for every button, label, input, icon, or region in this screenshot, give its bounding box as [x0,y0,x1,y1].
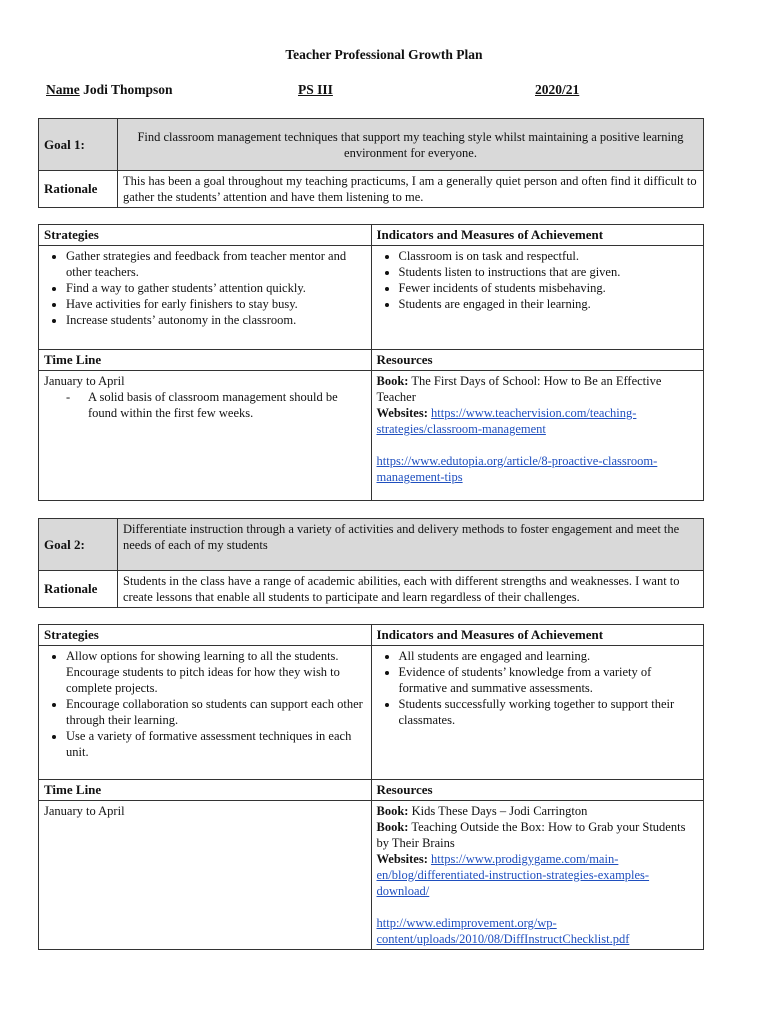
book-label: Book: [376,374,409,388]
goal1-websites [377,405,699,437]
website-link-edutopia[interactable]: https://www.edutopia.org/article/8-proactive-classroom-management-tips [376,454,658,484]
goal1-rationale-label: Rationale [39,171,118,208]
website-link-edimprovement[interactable]: http://www.edimprovement.org/wp-content/uploads/2010/08/DiffInstructChecklist.pdf [376,916,630,946]
list-item: • Use a variety of formative assessment techniques in each unit. [66,728,366,760]
list-item: • Increase students’ autonomy in the classroom. [66,312,366,328]
goal1-website2 [377,453,699,485]
goal1-text: Find classroom management techniques that support my teaching style whilst maintaining a positive learning environment for everyone. [118,119,704,171]
list-item: • Allow options for showing learning to all the students. Encourage students to pitch ideas for how they wish to complete projects. [66,648,366,696]
name-value: Jodi Thompson [83,82,173,97]
goal2-table [38,518,704,608]
list-item: • Students are engaged in their learning. [399,296,699,312]
goal2-websites [377,851,699,899]
websites-label: Websites: [376,852,428,866]
goal1-timeline-header: Time Line [39,350,372,371]
book-title: Kids These Days – Jodi Carrington [411,804,588,818]
goal2-rationale: Students in the class have a range of academic abilities, each with different strengths and weaknesses. I want to create lessons that enable all students to participate and learn regardless of their challenges. [118,571,704,608]
list-item: • Have activities for early finishers to stay busy. [66,296,366,312]
goal1-plan-table [38,224,704,501]
goal2-strategies-header: Strategies [39,625,372,646]
goal2-text: Differentiate instruction through a variety of activities and delivery methods to foster engagement and meet the needs of each of my students [118,519,704,571]
goal2-rationale-label: Rationale [39,571,118,608]
book-title: Teaching Outside the Box: How to Grab your Students by Their Brains [376,820,686,850]
goal1-rationale: This has been a goal throughout my teaching practicums, I am a generally quiet person and often find it difficult to gather the students’ attention and have them listening to me. [118,171,704,208]
goal2-indicators-header: Indicators and Measures of Achievement [371,625,704,646]
list-item: • Gather strategies and feedback from teacher mentor and other teachers. [66,248,366,280]
goal2-strategies-list [44,648,366,760]
list-item: • Fewer incidents of students misbehaving. [399,280,699,296]
goal1-timeline-cell [39,371,372,501]
level-value: PS III [298,82,333,97]
goal1-resources-header: Resources [371,350,704,371]
goal2-book2 [377,819,699,851]
goal2-indicators-list [377,648,699,728]
goal2-website2 [377,915,699,947]
book-title: The First Days of School: How to Be an Effective Teacher [376,374,662,404]
document-title: Teacher Professional Growth Plan [285,47,483,62]
goal1-timeline-list [44,389,366,421]
list-item: • Encourage collaboration so students can support each other through their learning. [66,696,366,728]
goal1-indicators-list [377,248,699,312]
goal1-strategies-header: Strategies [39,225,372,246]
goal2-resources-header: Resources [371,780,704,801]
list-item: • Evidence of students’ knowledge from a variety of formative and summative assessments. [399,664,699,696]
goal1-strategies-cell [39,246,372,350]
goal2-indicators-cell [371,646,704,780]
year-value: 2020/21 [535,82,580,97]
spacer [377,437,699,453]
goal1-timeline: January to April [44,374,125,388]
goal1-table [38,118,704,208]
goal2-timeline-header: Time Line [39,780,372,801]
goal1-book [377,373,699,405]
list-item: • Students successfully working together to support their classmates. [399,696,699,728]
name-label: Name [46,82,80,97]
goal2-book1 [377,803,699,819]
list-item: • All students are engaged and learning. [399,648,699,664]
goal1-indicators-header: Indicators and Measures of Achievement [371,225,704,246]
list-item: • Find a way to gather students’ attention quickly. [66,280,366,296]
book-label: Book: [376,820,409,834]
websites-label: Websites: [376,406,428,420]
goal1-strategies-list [44,248,366,328]
goal2-label: Goal 2: [39,519,118,571]
list-item: • Students listen to instructions that are given. [399,264,699,280]
goal2-strategies-cell [39,646,372,780]
goal2-timeline-cell [39,801,372,950]
goal2-resources-cell [371,801,704,950]
goal1-label: Goal 1: [39,119,118,171]
goal2-plan-table [38,624,704,950]
name-field [46,82,173,98]
book-label: Book: [376,804,409,818]
goal1-indicators-cell [371,246,704,350]
goal1-resources-cell [371,371,704,501]
goal2-timeline: January to April [44,804,125,818]
spacer [377,899,699,915]
website-link-teachervision[interactable]: https://www.teachervision.com/teaching-strategies/classroom-management [376,406,637,436]
list-item: - A solid basis of classroom management should be found within the first few weeks. [88,389,366,421]
website-link-prodigy[interactable]: https://www.prodigygame.com/main-en/blog/differentiated-instruction-strategies-examples-download/ [376,852,650,898]
list-item: • Classroom is on task and respectful. [399,248,699,264]
